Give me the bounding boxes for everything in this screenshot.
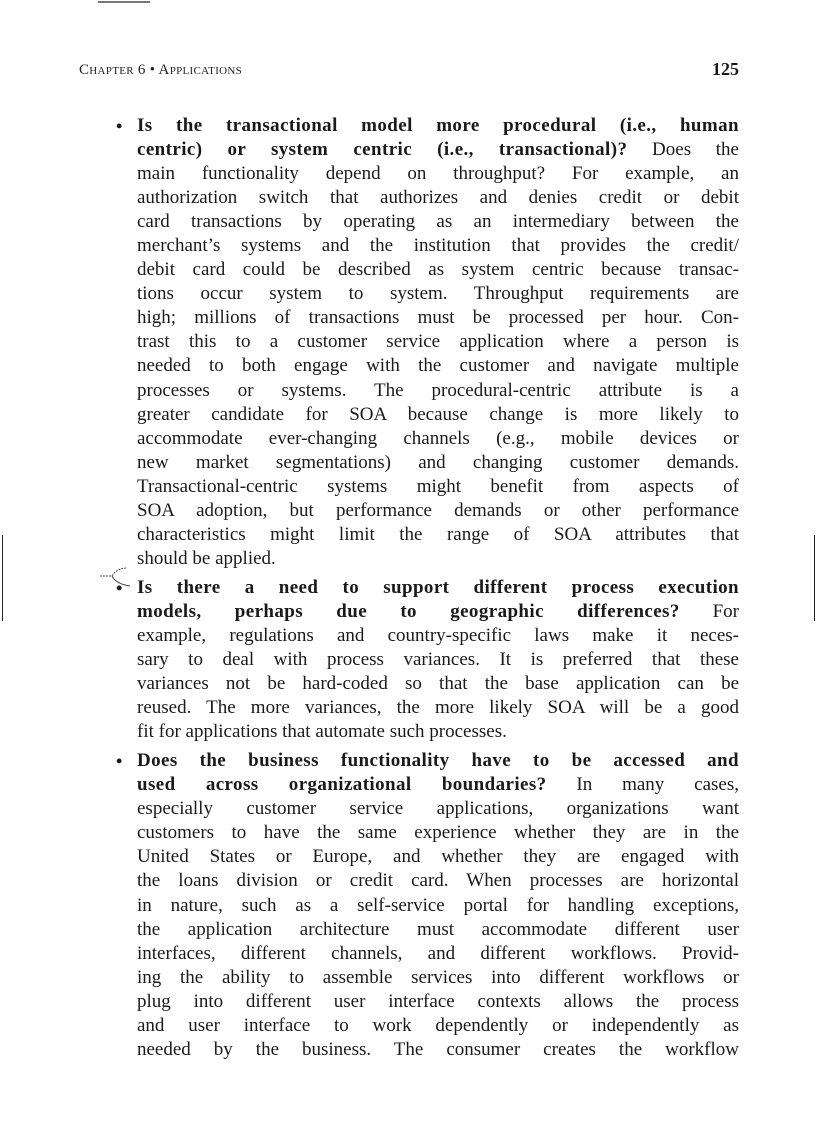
body-text-segment: new market segmentations) and changing customer demands. — [137, 451, 739, 473]
text-line — [137, 624, 739, 648]
text-line — [137, 547, 739, 571]
body-text-segment: In many cases, — [546, 774, 739, 796]
body-text-segment: trast this to a customer service application where a person is — [137, 331, 739, 353]
body-text — [116, 114, 739, 1067]
text-line — [137, 138, 739, 162]
body-text-segment: main functionality depend on throughput? For example, an — [137, 163, 739, 185]
body-text-segment: needed by the business. The consumer creates the workflow — [137, 1038, 739, 1060]
text-line — [137, 258, 739, 282]
text-line — [137, 523, 739, 547]
bullet-icon: • — [116, 116, 123, 136]
body-text-segment: in nature, such as a self-service portal for handling exceptions, — [137, 894, 739, 916]
text-line — [137, 354, 739, 378]
text-line — [137, 648, 739, 672]
text-line — [137, 379, 739, 403]
text-line — [137, 427, 739, 451]
text-line — [137, 451, 739, 475]
bold-question-text: used across organizational boundaries? — [137, 774, 547, 796]
body-text-segment: characteristics might limit the range of SOA attributes that — [137, 523, 739, 545]
text-line — [137, 403, 739, 427]
body-text-segment: needed to both engage with the customer and navigate multiple — [137, 355, 739, 377]
text-line — [137, 114, 739, 138]
text-line — [137, 234, 739, 258]
running-head: Chapter 6 • Applications — [79, 62, 243, 78]
body-text-segment: interfaces, different channels, and different workflows. Provid- — [137, 942, 739, 964]
body-text-segment: the application architecture must accommodate different user — [137, 918, 739, 940]
bullet-icon: • — [116, 577, 123, 598]
body-text-segment: For — [679, 600, 739, 622]
top-rule — [98, 1, 150, 3]
text-line — [137, 282, 739, 306]
text-line — [137, 162, 739, 186]
body-text-segment: processes or systems. The procedural-centric attribute is a — [137, 379, 739, 401]
body-text-segment: customers to have the same experience whether they are in the — [137, 822, 739, 844]
text-line — [137, 330, 739, 354]
bold-question-text: Is there a need to support different process execution — [137, 576, 739, 598]
body-text-segment: the loans division or credit card. When processes are horizontal — [137, 870, 739, 892]
bullet-item — [116, 749, 739, 1062]
text-line — [137, 797, 739, 821]
text-line — [137, 869, 739, 893]
text-line — [137, 942, 739, 966]
body-text-segment: greater candidate for SOA because change is more likely to — [137, 403, 739, 425]
body-text-segment: SOA adoption, but performance demands or other performance — [137, 499, 739, 521]
bullet-icon: • — [116, 751, 123, 772]
page-header — [79, 59, 739, 84]
text-line — [137, 672, 739, 696]
text-line — [137, 845, 739, 869]
body-text-segment: should be applied. — [137, 547, 276, 569]
text-line — [137, 475, 739, 499]
body-text-segment: especially customer service applications, organizations want — [137, 798, 739, 820]
body-text-segment: authorization switch that authorizes and denies credit or debit — [137, 187, 739, 209]
text-line — [137, 576, 739, 600]
body-text-segment: plug into different user interface contexts allows the process — [137, 990, 739, 1012]
text-line — [137, 186, 739, 210]
text-line — [137, 990, 739, 1014]
text-line — [137, 696, 739, 720]
body-text-segment: accommodate ever-changing channels (e.g., mobile devices or — [137, 427, 739, 449]
body-text-segment: and user interface to work dependently or independently as — [137, 1014, 739, 1036]
page-number: 125 — [712, 59, 739, 79]
bullet-item — [116, 114, 739, 571]
text-line — [137, 918, 739, 942]
text-line — [137, 773, 739, 797]
text-line — [137, 210, 739, 234]
body-text-segment: Transactional-centric systems might benefit from aspects of — [137, 475, 739, 497]
text-line — [137, 499, 739, 523]
text-line — [137, 1038, 739, 1062]
body-text-segment: ing the ability to assemble services into different workflows or — [137, 966, 739, 988]
text-line — [137, 821, 739, 845]
body-text-segment: fit for applications that automate such processes. — [137, 721, 507, 743]
body-text-segment: Does the — [627, 139, 739, 161]
bullet-item — [116, 576, 739, 744]
body-text-segment: United States or Europe, and whether they are engaged with — [137, 846, 739, 868]
text-line — [137, 894, 739, 918]
text-line — [137, 600, 739, 624]
bold-question-text: models, perhaps due to geographic differences? — [137, 600, 680, 622]
text-line — [137, 966, 739, 990]
bold-question-text: Does the business functionality have to be accessed and — [137, 750, 739, 772]
body-text-segment: debit card could be described as system centric because transac- — [137, 259, 739, 281]
body-text-segment: sary to deal with process variances. It is preferred that these — [137, 649, 739, 671]
bold-question-text: Is the transactional model more procedural (i.e., human — [137, 115, 739, 136]
text-line — [137, 749, 739, 773]
body-text-segment: variances not be hard-coded so that the base application can be — [137, 673, 739, 695]
text-line — [137, 306, 739, 330]
text-line — [137, 1014, 739, 1038]
body-text-segment: card transactions by operating as an intermediary between the — [137, 211, 739, 233]
text-line — [137, 720, 739, 744]
body-text-segment: merchant’s systems and the institution that provides the credit/ — [137, 235, 739, 257]
body-text-segment: reused. The more variances, the more likely SOA will be a good — [137, 697, 739, 719]
right-margin-rule — [814, 535, 815, 621]
body-text-segment: high; millions of transactions must be processed per hour. Con- — [137, 307, 739, 329]
body-text-segment: example, regulations and country-specific laws make it neces- — [137, 624, 739, 646]
body-text-segment: tions occur system to system. Throughput requirements are — [137, 283, 739, 305]
left-margin-rule — [2, 535, 3, 621]
bold-question-text: centric) or system centric (i.e., transactional)? — [137, 139, 628, 161]
